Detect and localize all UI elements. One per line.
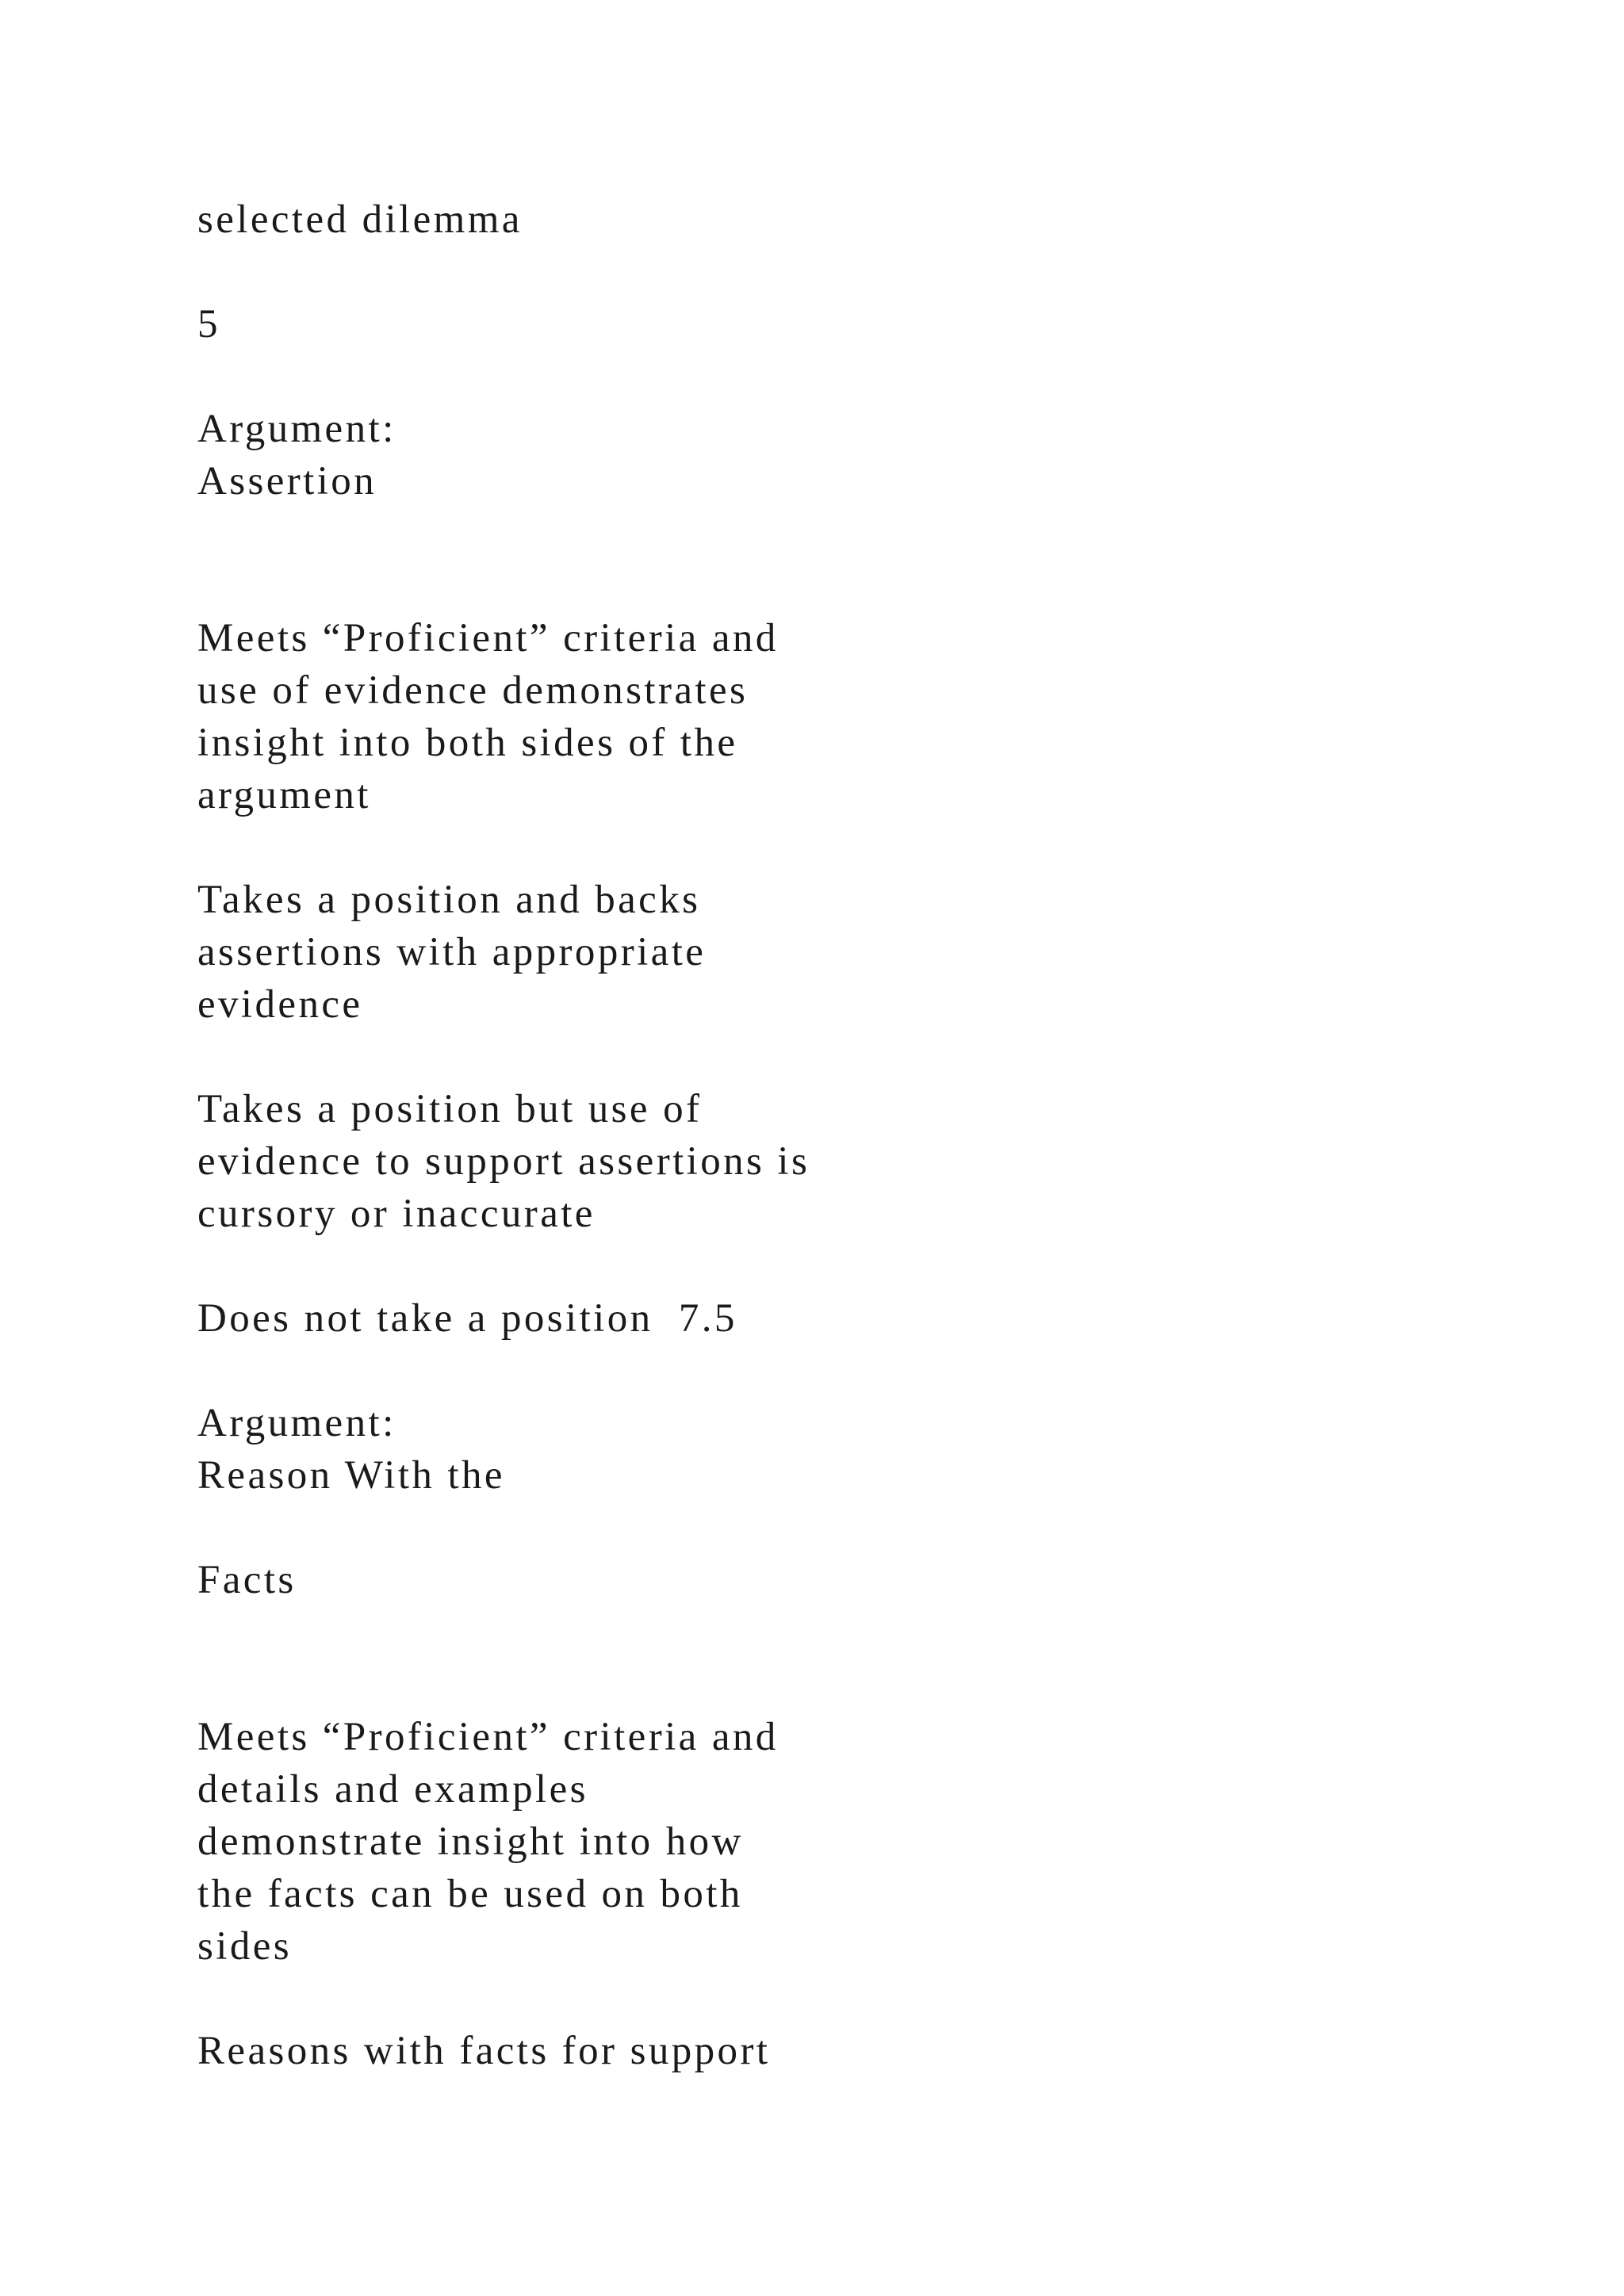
text-line: selected dilemma bbox=[197, 197, 523, 242]
text-line: Argument: bbox=[197, 1401, 396, 1445]
text-line: Takes a position but use of bbox=[197, 1087, 703, 1131]
text-line: argument bbox=[197, 773, 371, 817]
text-line: cursory or inaccurate bbox=[197, 1192, 596, 1236]
text-line: the facts can be used on both bbox=[197, 1872, 743, 1916]
text-line: use of evidence demonstrates bbox=[197, 668, 749, 713]
text-line: Meets “Proficient” criteria and bbox=[197, 1715, 779, 1759]
text-line: details and examples bbox=[197, 1767, 588, 1812]
text-line: 5 bbox=[197, 302, 220, 346]
text-line: Argument: bbox=[197, 407, 396, 451]
text-line: sides bbox=[197, 1924, 292, 1969]
text-line: evidence to support assertions is bbox=[197, 1139, 810, 1184]
text-line: insight into both sides of the bbox=[197, 721, 738, 765]
text-line: Reasons with facts for support bbox=[197, 2029, 771, 2073]
text-line: evidence bbox=[197, 982, 363, 1027]
text-line: Does not take a position 7.5 bbox=[197, 1296, 737, 1341]
text-line: assertions with appropriate bbox=[197, 930, 707, 974]
text-line: Assertion bbox=[197, 459, 377, 503]
text-line: demonstrate insight into how bbox=[197, 1820, 744, 1864]
text-line: Reason With the bbox=[197, 1453, 505, 1498]
text-line: Takes a position and backs bbox=[197, 878, 701, 922]
text-line: Facts bbox=[197, 1558, 297, 1602]
text-line: Meets “Proficient” criteria and bbox=[197, 616, 779, 660]
